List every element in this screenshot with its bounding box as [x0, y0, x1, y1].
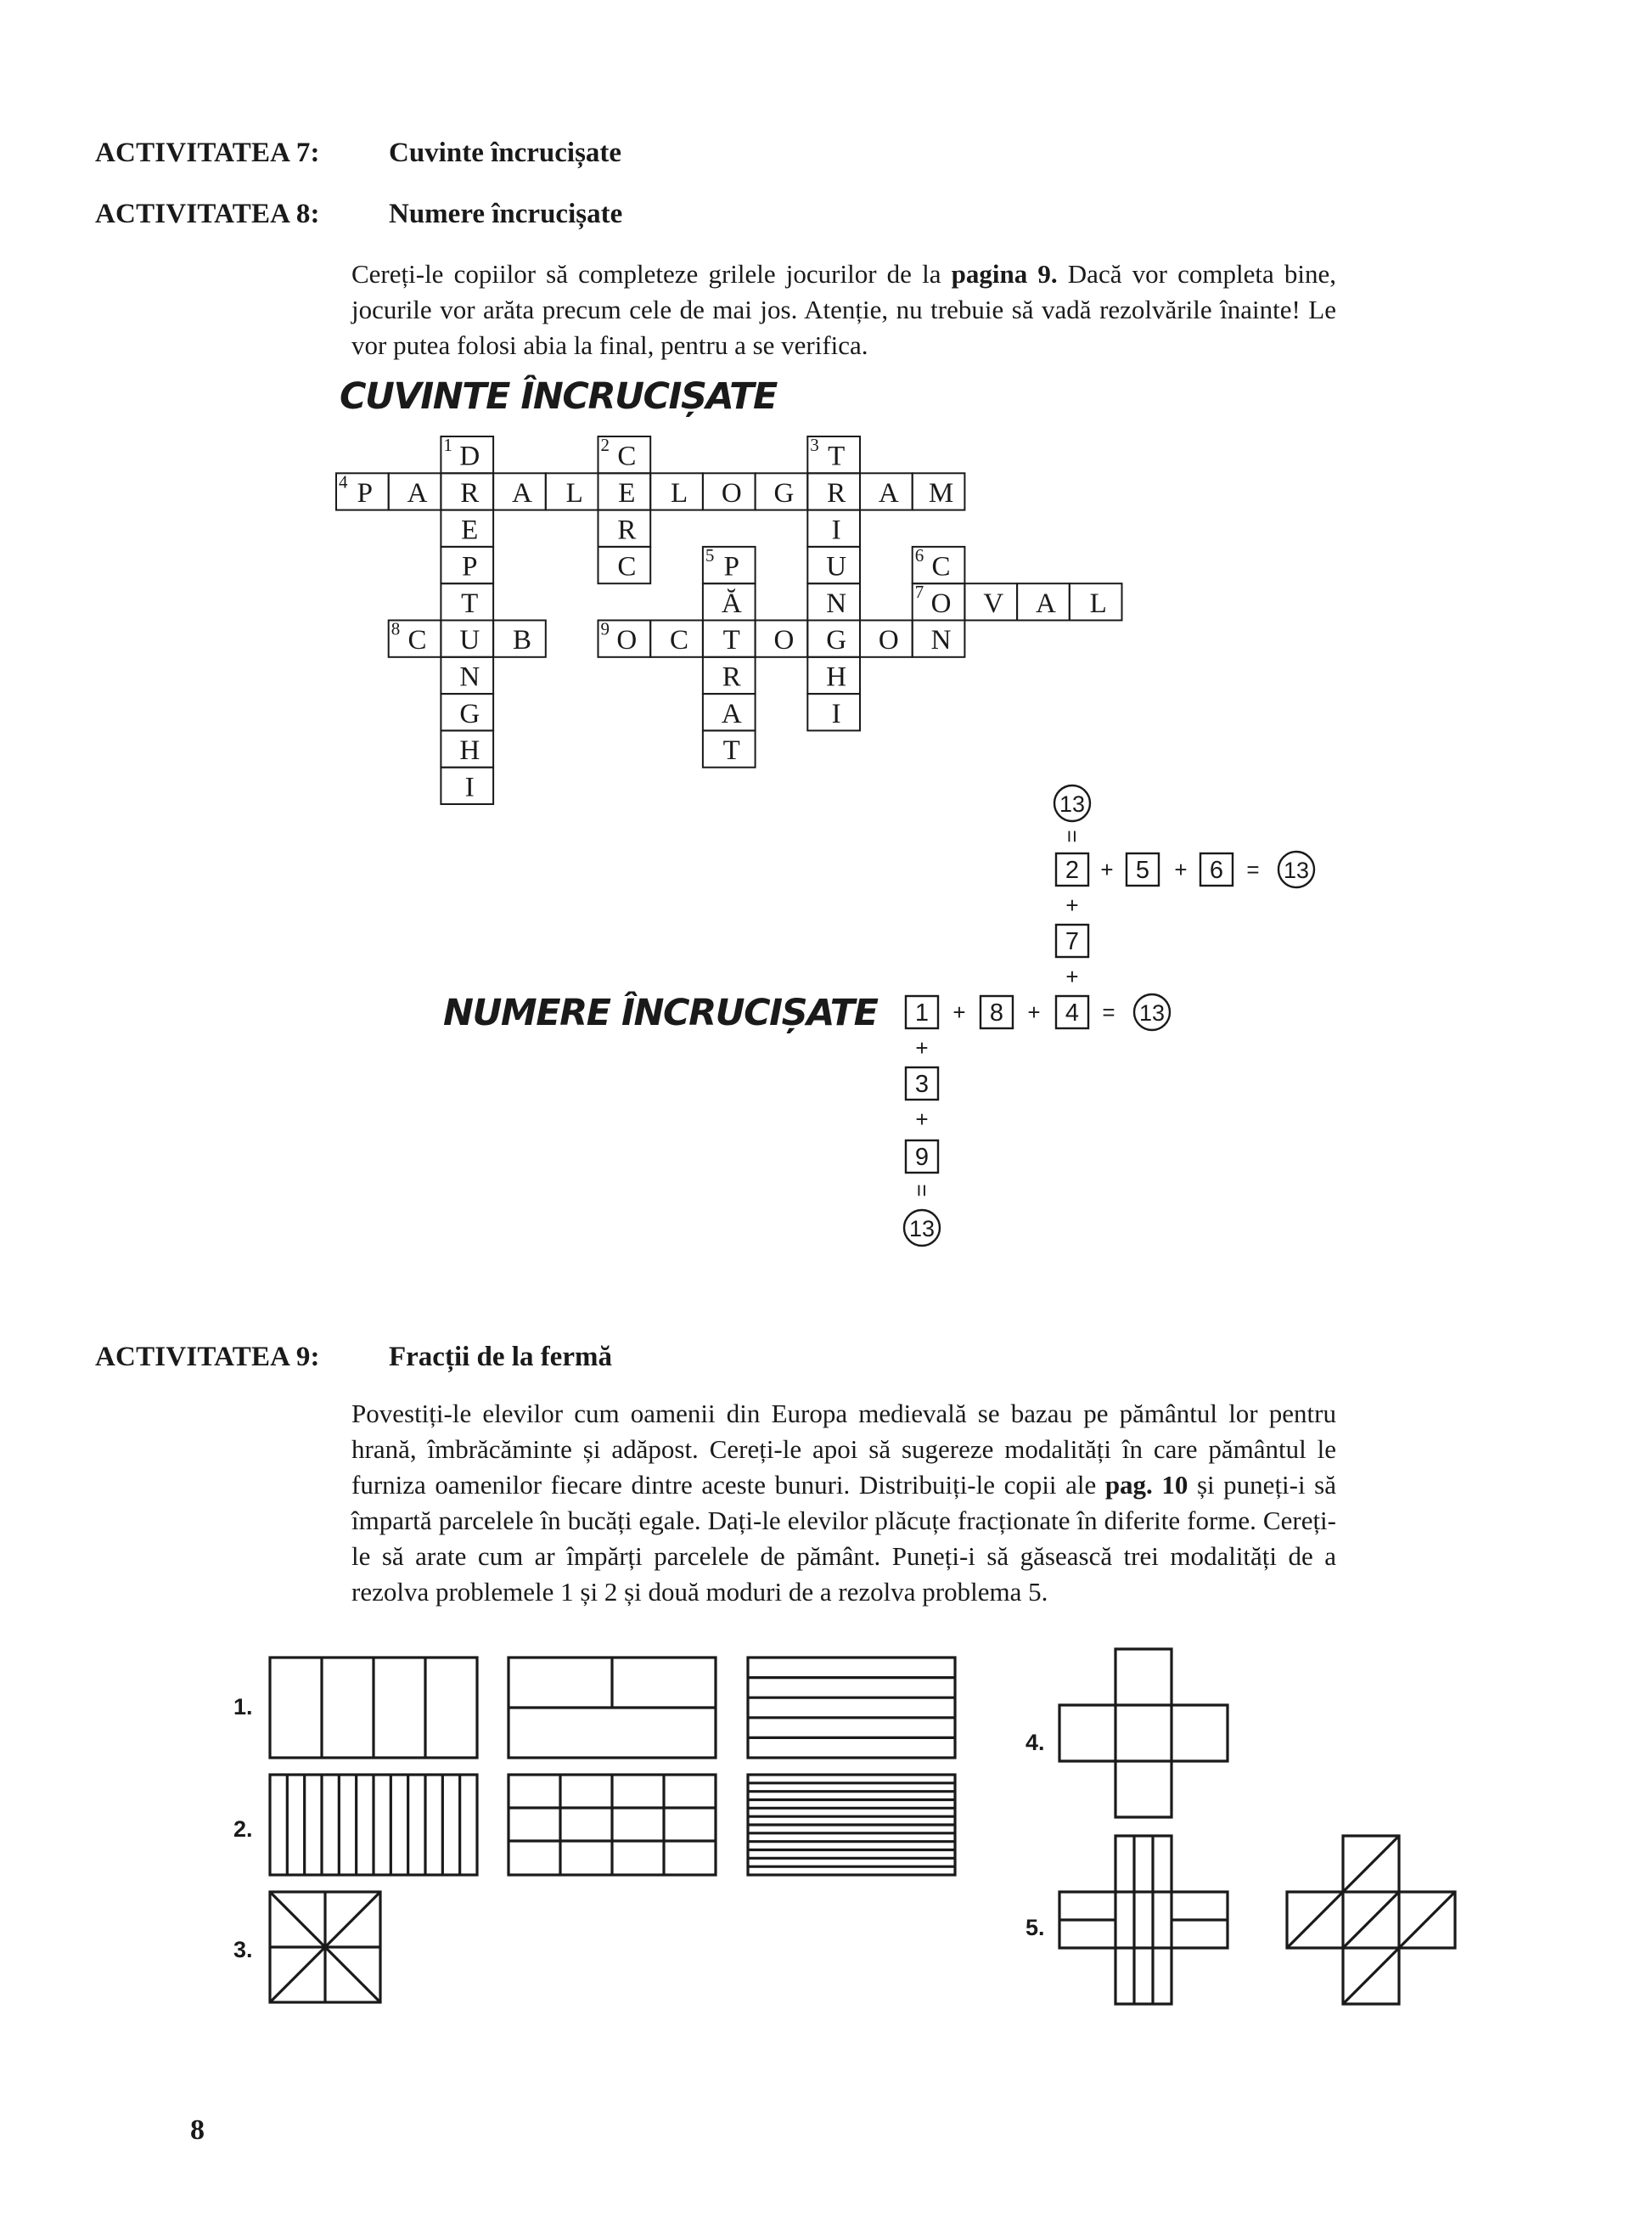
crossword-letter: L [1089, 588, 1107, 619]
problem-label-5: 5. [1025, 1915, 1045, 1940]
cross-shape-4 [1059, 1649, 1228, 1817]
crossword-letter: U [459, 625, 480, 656]
plus-sign: + [915, 1106, 929, 1132]
number-value: 4 [1065, 999, 1080, 1027]
crossword-letter: R [722, 661, 741, 693]
crossword-letter: O [616, 625, 638, 656]
crossword-letter: O [721, 477, 742, 509]
crossword-letter: Ă [721, 588, 742, 619]
plus-sign: + [1174, 857, 1188, 882]
number-value: 3 [914, 1071, 930, 1098]
total-value: 13 [1283, 858, 1310, 883]
equals-sign: = [1102, 999, 1115, 1025]
crossword-letter: T [722, 735, 740, 767]
crossword-letter: L [565, 477, 583, 509]
problem-label-3: 3. [233, 1937, 253, 1962]
crossword-letter: R [617, 515, 637, 546]
problem-label-4: 4. [1025, 1730, 1045, 1755]
plus-sign: + [1100, 857, 1114, 882]
crossword-letter: C [407, 625, 427, 656]
number-value: 5 [1135, 857, 1150, 884]
page-reference-10: pag. 10 [1104, 1470, 1188, 1500]
activity-8-instructions: Cereți-le copiilor să completeze grilele jocurilor de la pagina 9. Dacă vor completa bine, jocurile vor arăta precum cele de mai jos. Atenție, nu trebuie să vadă rezolvările înainte! Le vor putea folosi abia la final, pentru a se verifica. [351, 259, 1336, 360]
total-value: 13 [1059, 791, 1086, 817]
crossword-letter: U [826, 551, 847, 583]
division-line [1343, 1948, 1399, 2004]
crossword-letter: N [826, 588, 847, 619]
crossword-letter: E [461, 515, 479, 546]
division-line [1343, 1892, 1399, 1948]
number-value: 1 [914, 999, 930, 1027]
activity-7-label: ACTIVITATEA 7: [95, 138, 320, 168]
crossword-letter: R [827, 477, 846, 509]
problem-label-1: 1. [233, 1694, 253, 1720]
division-line [1399, 1892, 1455, 1948]
activity-9-title: Fracții de la fermă [389, 1342, 612, 1372]
activity-8-label: ACTIVITATEA 8: [95, 199, 320, 229]
division-line [1343, 1836, 1399, 1892]
crossword-letter: B [512, 625, 531, 656]
plus-sign: + [952, 999, 966, 1025]
crossword-letter: A [1036, 588, 1056, 619]
activity-9-instructions: Povestiți-le elevilor cum oamenii din Europa medievală se bazau pe pământul lor pentru hrană, îmbrăcăminte și adăpost. Cereți-le apoi să sugereze modalități în care pământul le furniza oamenilor fiecare dintre aceste bunuri. Distribuiți-le copii ale pag. 10 și puneți-i să împartă parcelele în bucăți egale. Dați-le elevilor plăcuțe fracționate în diferite forme. Cereți-le să arate cum ar împărți parcelele de pământ. Puneți-i să găsească trei modalități de a rezolva problemele 1 și 2 și două moduri de a rezolva problema 5. [351, 1399, 1336, 1607]
plus-sign: + [1065, 892, 1079, 918]
crossword-letter: L [670, 477, 688, 509]
parcel-rectangle [748, 1658, 955, 1758]
crossword-letter: C [617, 441, 637, 472]
clue-number: 8 [391, 618, 401, 639]
crossword-letter: T [828, 441, 846, 472]
crossword-letter: C [670, 625, 689, 656]
total-value: 13 [908, 1216, 936, 1241]
activity-8-title: Numere încrucișate [389, 199, 623, 229]
crossword-letter: T [461, 588, 479, 619]
crossword-letter: D [459, 441, 480, 472]
crossword-letter: H [826, 661, 847, 693]
crossword-letter: O [878, 625, 899, 656]
number-puzzle-heading: NUMERE ÎNCRUCIȘATE [443, 992, 878, 1034]
crossword-letter: N [930, 625, 952, 656]
crossword-letter: G [459, 698, 480, 729]
clue-number: 1 [443, 435, 452, 455]
crossword-letter: I [464, 772, 475, 803]
plus-sign: + [1065, 964, 1079, 989]
total-value: 13 [1138, 1000, 1166, 1026]
clue-number: 3 [810, 435, 819, 455]
crossword-letter: C [931, 551, 951, 583]
number-value: 8 [989, 999, 1004, 1027]
activity-7-title: Cuvinte încrucișate [389, 138, 622, 168]
crossword-letter: V [983, 588, 1004, 619]
number-value: 6 [1209, 857, 1224, 884]
plus-sign: + [915, 1035, 929, 1061]
number-value: 9 [914, 1144, 930, 1171]
crossword-letter: P [357, 477, 374, 509]
crossword-letter: A [878, 477, 899, 509]
crossword-letter: O [773, 625, 795, 656]
crossword-letter: E [618, 477, 636, 509]
plus-sign: + [1027, 999, 1041, 1025]
crossword-letter: G [826, 625, 847, 656]
clue-number: 5 [705, 544, 715, 566]
page-number: 8 [190, 2114, 205, 2146]
crossword-heading: CUVINTE ÎNCRUCIȘATE [340, 375, 777, 418]
clue-number: 4 [339, 471, 348, 493]
crossword-letter: I [831, 698, 841, 729]
crossword-letter: M [928, 477, 954, 509]
equals-sign: = [1246, 857, 1260, 882]
clue-number: 7 [914, 582, 924, 603]
clue-number: 2 [600, 435, 610, 455]
problem-label-2: 2. [233, 1816, 253, 1842]
number-value: 2 [1065, 857, 1080, 884]
page-reference: pagina 9. [951, 259, 1058, 289]
division-line [1287, 1892, 1343, 1948]
crossword-letter: A [512, 477, 532, 509]
crossword-letter: A [407, 477, 428, 509]
crossword-letter: R [460, 477, 480, 509]
crossword-letter: I [831, 515, 841, 546]
crossword-letter: P [462, 551, 478, 583]
crossword-letter: P [723, 551, 739, 583]
crossword-letter: O [930, 588, 952, 619]
clue-number: 6 [914, 544, 924, 566]
crossword-letter: T [722, 625, 740, 656]
crossword-letter: N [459, 661, 480, 693]
activity-9-label: ACTIVITATEA 9: [95, 1342, 320, 1372]
clue-number: 9 [600, 618, 610, 639]
crossword-letter: G [773, 477, 795, 509]
number-value: 7 [1065, 928, 1080, 955]
equals-sign: = [1059, 830, 1085, 843]
crossword-letter: C [617, 551, 637, 583]
crossword-letter: A [721, 698, 742, 729]
equals-sign: = [909, 1184, 935, 1197]
crossword-letter: H [459, 735, 480, 767]
